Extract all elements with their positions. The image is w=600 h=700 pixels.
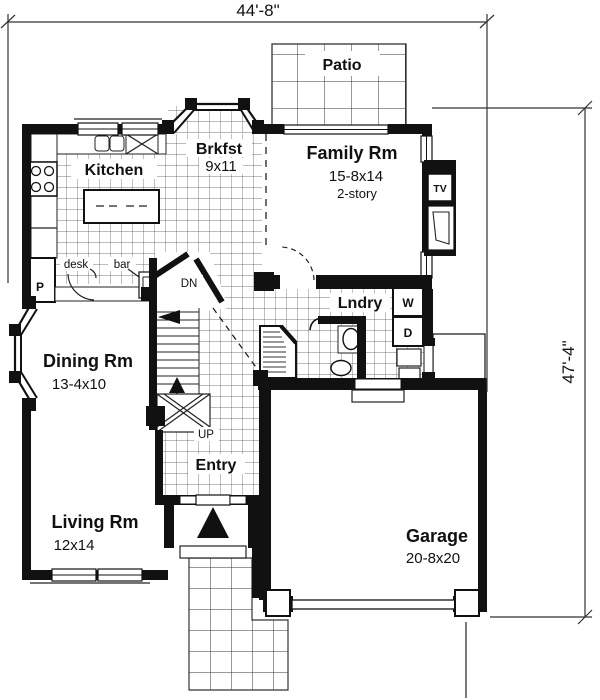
room-size-living: 12x14: [53, 537, 95, 554]
room-size-garage: 20-8x20: [405, 550, 461, 567]
pantry-label: P: [35, 280, 45, 294]
garage-door: [292, 600, 456, 609]
room-label-entry: Entry: [195, 457, 237, 474]
sink-icon: [95, 136, 109, 151]
bar-label: bar: [113, 259, 131, 271]
room-label-family: Family Rm: [306, 143, 398, 163]
dryer-label: D: [403, 326, 413, 340]
toilet-icon: [343, 329, 359, 350]
room-label-living: Living Rm: [51, 512, 139, 532]
kitchen-island: [84, 190, 159, 223]
room-label-patio: Patio: [322, 57, 362, 74]
porch-step: [180, 546, 246, 558]
room-label-lndry: Lndry: [337, 295, 383, 312]
room-label-brkfst: Brkfst: [195, 141, 243, 158]
laundry-cabinet: [397, 349, 421, 366]
washer-label: W: [402, 296, 414, 310]
room-label-garage: Garage: [405, 526, 469, 546]
desk-label: desk: [63, 259, 89, 271]
room-size-dining: 13-4x10: [51, 376, 107, 393]
front-walk-tiles: [189, 558, 288, 690]
room-note-family: 2-story: [337, 186, 377, 201]
garage-entry-door: [355, 379, 401, 389]
sink-oval-icon: [331, 361, 351, 376]
stairs-up-label: UP: [198, 429, 214, 441]
room-size-brkfst: 9x11: [205, 158, 237, 175]
room-size-family: 15-8x14: [328, 168, 384, 185]
fireplace-icon: [428, 206, 454, 250]
dimension-height: 47'-4": [559, 340, 578, 384]
side-stoop: [433, 334, 485, 380]
garage-entry-step: [352, 390, 404, 402]
stove-icon: [27, 162, 57, 196]
sink-icon: [110, 136, 124, 151]
room-label-dining: Dining Rm: [43, 351, 133, 371]
desk-bar-counter: [55, 287, 150, 301]
room-label-kitchen: Kitchen: [84, 162, 144, 179]
stairs-down-label: DN: [180, 278, 198, 290]
dimension-width: 44'-8": [236, 1, 280, 20]
tv-label: TV: [433, 183, 447, 195]
front-door: [196, 495, 230, 505]
